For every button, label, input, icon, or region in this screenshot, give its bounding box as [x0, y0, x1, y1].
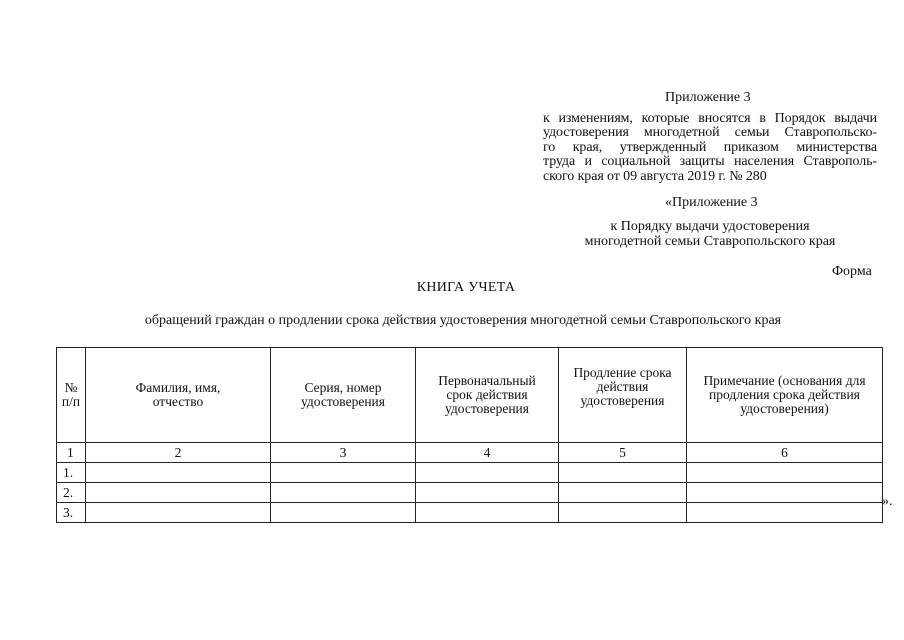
table-row [57, 463, 883, 483]
table-header-row [57, 348, 883, 443]
header-text: Первоначальный [438, 373, 536, 388]
document-title: КНИГА УЧЕТА [416, 280, 516, 295]
table-cell [687, 503, 883, 523]
table-cell [559, 503, 687, 523]
header-text: Фамилия, имя, [135, 380, 221, 395]
table-cell [271, 483, 416, 503]
table-cell [559, 463, 687, 483]
column-number: 6 [687, 443, 883, 463]
column-number: 3 [271, 443, 416, 463]
header-text: удостоверения) [740, 401, 829, 416]
table-cell [416, 503, 559, 523]
row-number: 2. [57, 483, 86, 503]
header-text: отчество [152, 394, 204, 409]
header-text: продления срока действия [709, 387, 860, 402]
header-text: Примечание (основания для [703, 373, 866, 388]
closing-quote: ». [882, 494, 893, 509]
table-cell [559, 483, 687, 503]
order-reference [540, 219, 880, 249]
column-header-extension [559, 348, 687, 443]
order-reference-line: многодетной семьи Ставропольского края [584, 234, 836, 249]
table-cell [687, 463, 883, 483]
document-subtitle: обращений граждан о продлении срока действия удостоверения многодетной семьи Ставропольского края [144, 313, 782, 328]
column-number: 2 [86, 443, 271, 463]
header-text: срок действия [446, 387, 528, 402]
appendix-title: Приложение 3 [665, 90, 751, 105]
table-cell [687, 483, 883, 503]
header-text: действия [596, 379, 649, 394]
column-header-number [57, 348, 86, 443]
header-text: удостоверения [580, 393, 665, 408]
table-row [57, 483, 883, 503]
header-text: п/п [61, 394, 81, 409]
amendment-reference [543, 112, 877, 184]
amendment-line: труда и социальной защиты населения Ставрополь- [543, 154, 877, 170]
quoted-appendix-title: «Приложение 3 [665, 195, 758, 210]
row-number: 3. [57, 503, 86, 523]
header-text: Продление срока [573, 365, 672, 380]
table-cell [416, 463, 559, 483]
column-header-note [687, 348, 883, 443]
amendment-line: ского края от 09 августа 2019 г. № 280 [543, 168, 767, 184]
row-number: 1. [57, 463, 86, 483]
column-number: 1 [57, 443, 86, 463]
table-cell [86, 503, 271, 523]
header-text: удостоверения [300, 394, 385, 409]
order-reference-line: к Порядку выдачи удостоверения [610, 219, 810, 234]
table-cell [86, 463, 271, 483]
table-cell [271, 503, 416, 523]
amendment-line: удостоверения многодетной семьи Ставропольско- [543, 125, 877, 141]
column-header-certificate-number [271, 348, 416, 443]
column-number: 4 [416, 443, 559, 463]
column-number: 5 [559, 443, 687, 463]
amendment-line: к изменениям, которые вносятся в Порядок выдачи [543, 111, 877, 126]
amendment-line: го края, утвержденный приказом министерства [543, 139, 877, 155]
column-number-row [57, 443, 883, 463]
column-header-initial-term [416, 348, 559, 443]
table-cell [271, 463, 416, 483]
table-row [57, 503, 883, 523]
column-header-full-name [86, 348, 271, 443]
header-text: № [64, 380, 78, 395]
header-text: удостоверения [444, 401, 529, 416]
header-text: Серия, номер [304, 380, 382, 395]
form-label: Форма [832, 264, 872, 279]
table-cell [416, 483, 559, 503]
register-table [56, 347, 883, 523]
table-cell [86, 483, 271, 503]
